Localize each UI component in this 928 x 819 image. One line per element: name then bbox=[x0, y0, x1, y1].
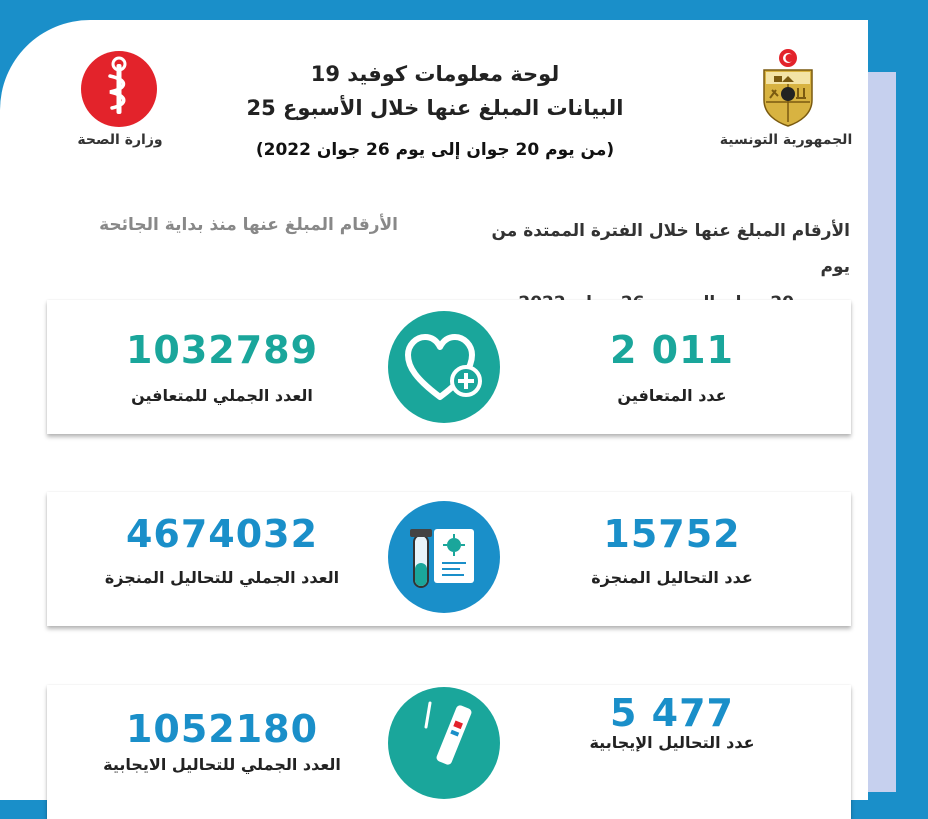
total-positive-label: العدد الجملي للتحاليل الايجابية bbox=[103, 755, 341, 774]
stat-card-positive-tests bbox=[47, 685, 851, 819]
weekly-positive-label: عدد التحاليل الإيجابية bbox=[589, 733, 755, 752]
ministry-health-logo bbox=[80, 50, 158, 128]
republic-emblem bbox=[760, 46, 816, 128]
stat-icon-circle bbox=[388, 311, 500, 423]
total-positive-value: 1052180 bbox=[125, 707, 319, 751]
total-tests-label: العدد الجملي للتحاليل المنجزة bbox=[104, 568, 340, 587]
total-recoveries-label: العدد الجملي للمتعافين bbox=[131, 386, 313, 405]
stat-icon-circle bbox=[388, 501, 500, 613]
stat-icon-circle bbox=[388, 687, 500, 799]
weekly-recoveries-value: 2 011 bbox=[610, 328, 734, 372]
republic-name: الجمهورية التونسية bbox=[719, 132, 853, 148]
ministry-name: وزارة الصحة bbox=[77, 132, 163, 148]
dashboard-title: لوحة معلومات كوفيد 19 bbox=[310, 62, 560, 86]
weekly-recoveries-label: عدد المتعافين bbox=[617, 386, 727, 405]
stat-card-recoveries bbox=[47, 300, 851, 434]
rapid-test-icon bbox=[388, 687, 500, 799]
weekly-heading-line1: الأرقام المبلغ عنها خلال الفترة الممتدة من يوم bbox=[491, 221, 850, 277]
test-tube-report-icon bbox=[388, 501, 500, 613]
total-tests-value: 4674032 bbox=[125, 512, 319, 556]
weekly-tests-label: عدد التحاليل المنجزة bbox=[591, 568, 753, 587]
period-subtitle: (من يوم 20 جوان إلى يوم 26 جوان 2022) bbox=[255, 140, 615, 160]
total-column-heading: الأرقام المبلغ عنها منذ بداية الجائحة bbox=[99, 215, 398, 235]
total-recoveries-value: 1032789 bbox=[125, 328, 319, 372]
week-title: البيانات المبلغ عنها خلال الأسبوع 25 bbox=[246, 96, 624, 120]
heart-plus-icon bbox=[388, 311, 500, 423]
stat-card-tests bbox=[47, 492, 851, 626]
weekly-tests-value: 15752 bbox=[603, 512, 741, 556]
weekly-positive-value: 5 477 bbox=[610, 691, 734, 735]
